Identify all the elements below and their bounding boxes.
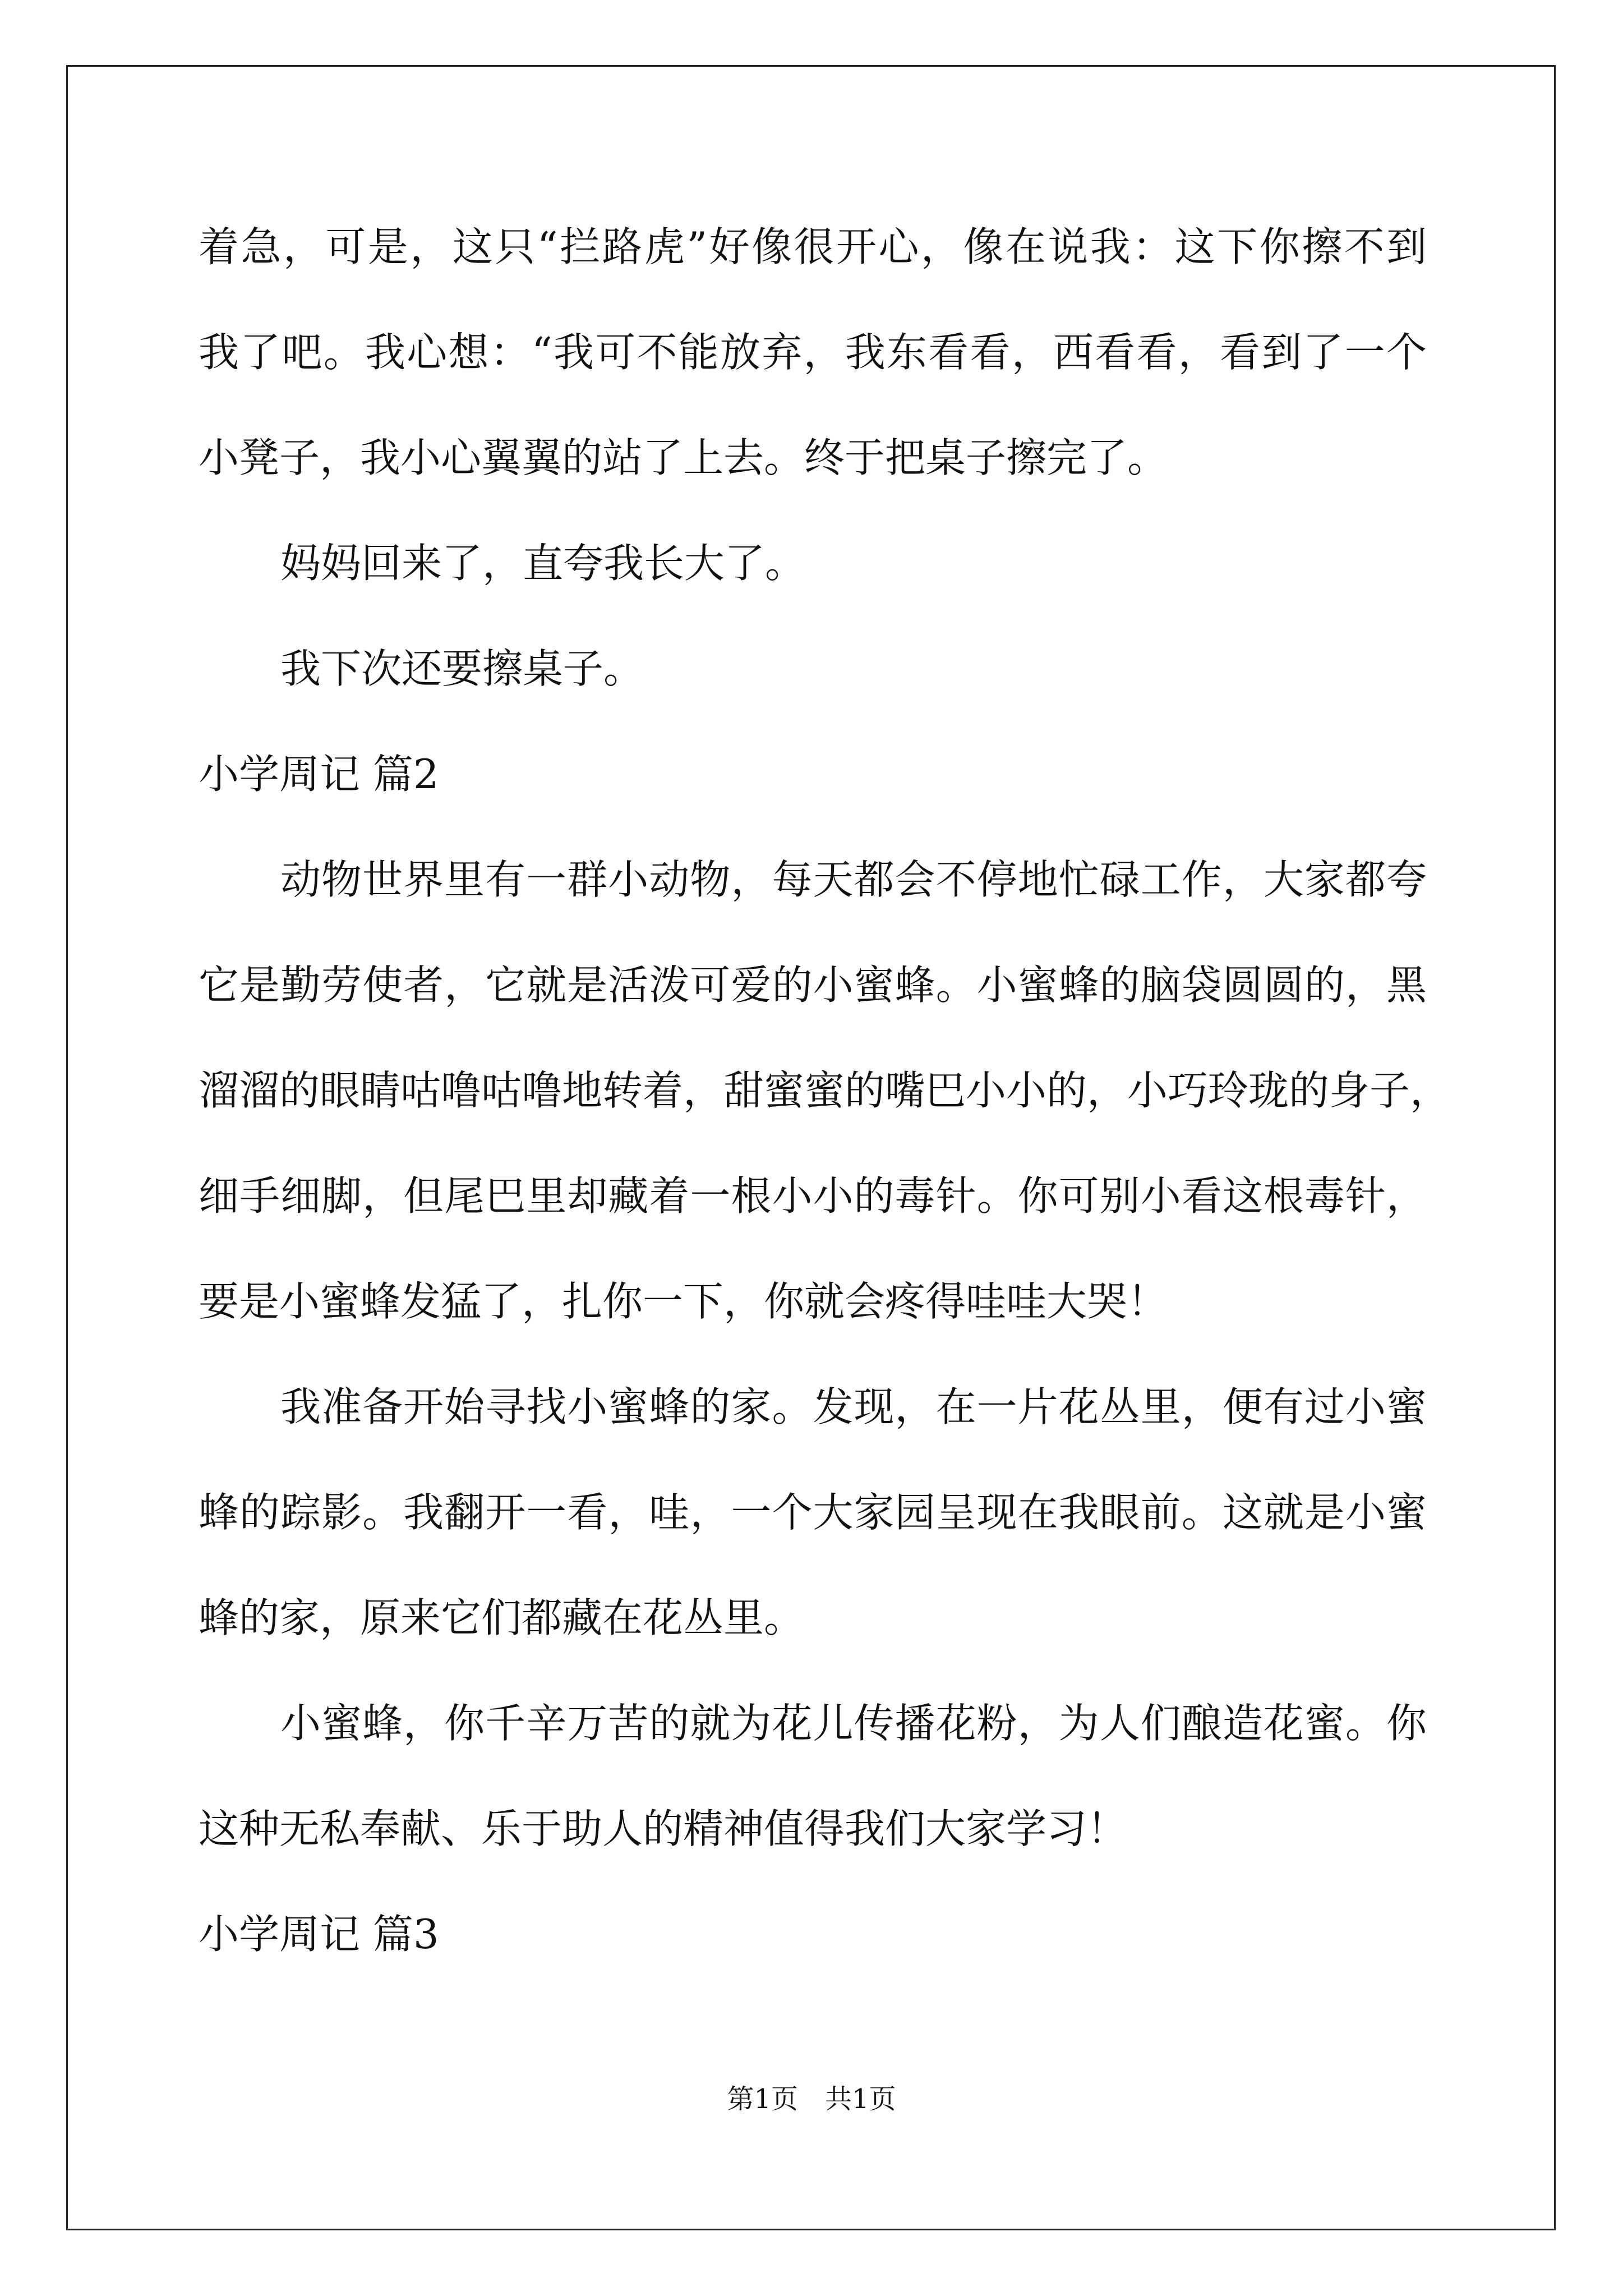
text-line: 要是小蜜蜂发猛了，扎你一下，你就会疼得哇哇大哭！ [199, 1278, 1168, 1325]
page-border [66, 65, 1556, 2230]
text-line: 蜂的踪影。我翻开一看，哇，一个大家园呈现在我眼前。这就是小蜜 [199, 1489, 1427, 1536]
text-line: 它是勤劳使者，它就是活泼可爱的小蜜蜂。小蜜蜂的脑袋圆圆的，黑 [199, 961, 1427, 1009]
page-footer: 第1页 共1页 [727, 2083, 896, 2115]
text-line: 着急，可是，这只“拦路虎”好像很开心，像在说我：这下你擦不到 [199, 223, 1427, 270]
text-line: 我下次还要擦桌子。 [280, 645, 644, 692]
text-line: 妈妈回来了，直夸我长大了。 [280, 540, 806, 587]
text-line: 溜溜的眼睛咕噜咕噜地转着，甜蜜蜜的嘴巴小小的，小巧玲珑的身子， [199, 1067, 1451, 1114]
text-line: 小蜜蜂，你千辛万苦的就为花儿传播花粉，为人们酿造花蜜。你 [280, 1700, 1427, 1747]
text-line: 细手细脚，但尾巴里却藏着一根小小的毒针。你可别小看这根毒针， [199, 1172, 1427, 1220]
text-line: 蜂的家，原来它们都藏在花丛里。 [199, 1594, 805, 1641]
text-line: 小凳子，我小心翼翼的站了上去。终于把桌子擦完了。 [199, 434, 1168, 481]
section-heading: 小学周记 篇2 [199, 751, 439, 798]
section-heading: 小学周记 篇3 [199, 1911, 439, 1958]
text-line: 这种无私奉献、乐于助人的精神值得我们大家学习！ [199, 1805, 1128, 1852]
text-line: 我了吧。我心想：“我可不能放弃，我东看看，西看看，看到了一个 [199, 329, 1427, 376]
text-line: 动物世界里有一群小动物，每天都会不停地忙碌工作，大家都夸 [280, 856, 1427, 903]
text-line: 我准备开始寻找小蜜蜂的家。发现，在一片花丛里，便有过小蜜 [280, 1383, 1427, 1430]
